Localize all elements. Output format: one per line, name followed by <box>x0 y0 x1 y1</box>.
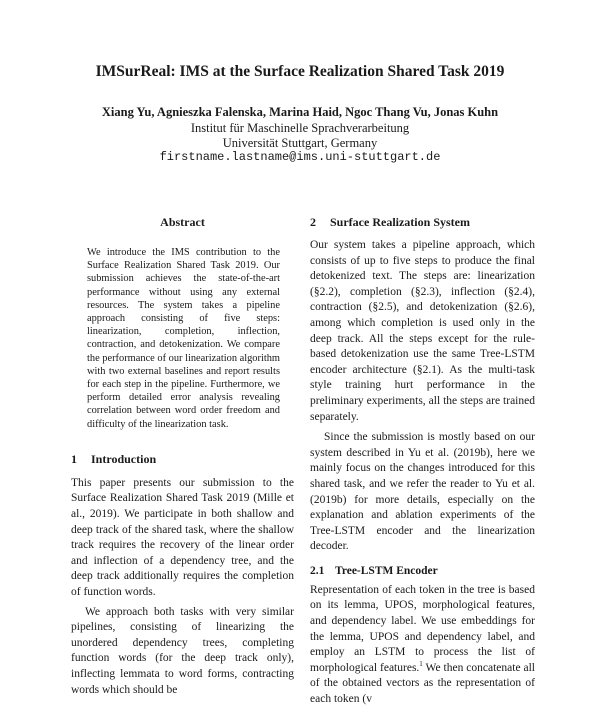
author-list: Xiang Yu, Agnieszka Falenska, Marina Haid, Ngoc Thang Vu, Jonas Kuhn <box>101 105 499 119</box>
paper-title: IMSurReal: IMS at the Surface Realization Shared Task 2019 <box>95 63 505 80</box>
intro-paragraph-1: This paper presents our submission to the Surface Realization Shared Task 2019 (Mille et al., 2019). We participate in both shallow and deep track of the shared task, where the shallow track requires the recovery of the linear order and inflection of a dependency tree, and the deep track additionally requires the completion of function words. <box>71 476 294 598</box>
section-number: 1 <box>71 451 77 466</box>
section-number: 2 <box>310 215 316 229</box>
affiliation-institute: Institut für Maschinelle Sprachverarbeitung <box>190 121 410 135</box>
abstract-heading: Abstract <box>160 215 205 229</box>
treelstm-text-b: We then concatenate all of the obtained vectors as the representation of each token (v <box>310 661 535 706</box>
section-1-heading <box>71 452 294 467</box>
section-title: Introduction <box>91 451 157 466</box>
subsection-2-1-heading <box>310 565 535 577</box>
system-paragraph-2: Since the submission is mostly based on our system described in Yu et al. (2019b), here we mainly focus on the changes introduced for this shared task, and we refer the reader to Yu et al. (2019b) for more details, especially on the explanation and ablation experiments of the Tree-LSTM encoder and the linearization decoder. <box>310 431 535 553</box>
treelstm-text-a: Representation of each token in the tree is based on its lemma, UPOS, morphological features, and dependency label. We use embeddings for the lemma, UPOS and dependency label, and employ an LSTM to process the list of morphological features. <box>310 583 535 674</box>
subsection-number: 2.1 <box>310 564 325 577</box>
left-column <box>71 215 294 698</box>
intro-paragraph-2: We approach both tasks with very similar pipelines, consisting of linearizing the unordered dependency trees, completing function words (for the deep track only), inflecting lemmata to word forms, contracting words which should be <box>71 605 294 696</box>
right-column <box>310 215 535 708</box>
section-2-heading <box>310 215 535 230</box>
affiliation-university: Universität Stuttgart, Germany <box>222 136 378 150</box>
system-paragraph-1: Our system takes a pipeline approach, which consists of up to five steps to produce the final detokenized text. The steps are: linearization (§2.2), completion (§2.3), inflection (§2.4), contraction (§2.5), and detokenization (§2.6), among which completion is used only in the deep track. All the steps except for the rule-based detokenization use the same Tree-LSTM encoder architecture (§2.1). As the multi-task style training hurt performance in the preliminary experiments, all the steps are trained separately. <box>310 239 535 423</box>
section-title: Surface Realization System <box>330 215 470 229</box>
author-email: firstname.lastname@ims.uni-stuttgart.de <box>159 150 441 164</box>
abstract-text: We introduce the IMS contribution to the Surface Realization Shared Task 2019. Our submission achieves the state-of-the-art performance without using any external resources. The system takes a pipeline approach consisting of five steps: linearization, completion, inflection, contraction, and detokenization. We compare the performance of our linearization algorithm with two external baselines and report results for each step in the pipeline. Furthermore, we perform detailed error analysis revealing correlation between word order freedom and difficulty of the linearization task. <box>87 247 281 430</box>
treelstm-paragraph-1 <box>310 583 535 708</box>
footnote-marker[interactable]: 1 <box>419 660 423 669</box>
subsection-title: Tree-LSTM Encoder <box>335 564 438 577</box>
